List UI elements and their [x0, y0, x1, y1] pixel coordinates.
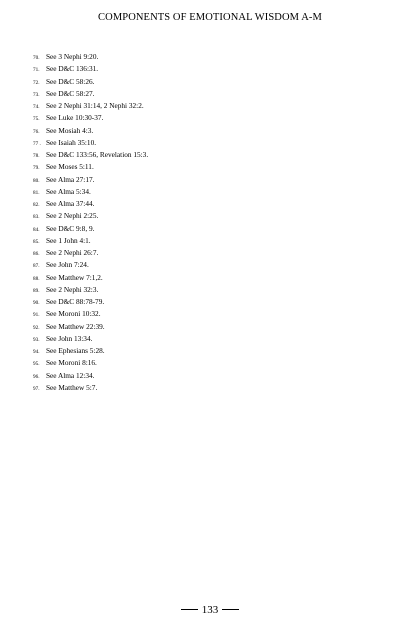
endnote-item [33, 210, 148, 222]
endnote-item [33, 100, 148, 112]
endnote-item [33, 296, 148, 308]
endnote-number: 73. [33, 91, 40, 98]
endnote-citation: See 2 Nephi 31:14, 2 Nephi 32:2. [46, 101, 144, 110]
endnote-number: 77 . [33, 140, 41, 147]
endnote-item [33, 370, 148, 382]
endnote-item [33, 174, 148, 186]
endnote-item [33, 63, 148, 75]
endnote-number: 93. [33, 336, 40, 343]
running-header-title: COMPONENTS OF EMOTIONAL WISDOM A-M [98, 12, 322, 23]
endnote-item [33, 259, 148, 271]
endnote-item [33, 51, 148, 63]
endnote-citation: See Mosiah 4:3. [46, 125, 94, 135]
endnote-item [33, 247, 148, 259]
endnote-number: 86. [33, 251, 40, 257]
endnote-citation: See Alma 37:44. [46, 199, 95, 208]
endnote-citation: See Moroni 8:16. [46, 358, 97, 368]
endnote-citation: See Moroni 10:32. [46, 309, 101, 319]
endnote-item [33, 272, 148, 284]
endnote-citation: See 2 Nephi 2:25. [46, 211, 99, 221]
endnote-number: 85. [33, 238, 40, 245]
endnote-citation: See 2 Nephi 32:3. [46, 284, 99, 294]
endnote-number: 97. [33, 385, 40, 392]
endnote-item [33, 382, 148, 394]
endnote-citation: See 2 Nephi 26:7. [46, 248, 99, 257]
endnote-item [33, 235, 148, 247]
endnote-number: 90. [33, 300, 40, 306]
endnote-item [33, 284, 148, 296]
endnote-item [33, 112, 148, 124]
endnote-number: 81. [33, 189, 40, 196]
endnote-number: 91. [33, 312, 40, 319]
endnote-citation: See Alma 27:17. [46, 174, 95, 184]
footer-dash-right [222, 609, 239, 610]
endnote-citation: See Matthew 5:7. [46, 382, 98, 392]
page-footer [0, 604, 420, 616]
endnote-citation: See D&C 58:27. [46, 88, 95, 98]
endnote-citation: See D&C 133:56, Revelation 15:3. [46, 150, 149, 159]
endnote-item [33, 357, 148, 369]
endnote-citation: See Alma 5:34. [46, 186, 91, 196]
endnote-item [33, 161, 148, 173]
endnote-citation: See Matthew 22:39. [46, 321, 105, 331]
running-header [0, 12, 420, 23]
endnote-number: 72. [33, 79, 40, 86]
endnote-citation: See Isaiah 35:10. [46, 137, 97, 147]
endnote-item [33, 137, 148, 149]
endnote-item [33, 186, 148, 198]
endnote-item [33, 308, 148, 320]
endnote-number: 80. [33, 177, 40, 184]
endnote-citation: See Moses 5:11. [46, 162, 94, 172]
footer-dash-left [181, 609, 198, 610]
endnote-citation: See Ephesians 5:28. [46, 346, 105, 355]
page-number: 133 [201, 604, 219, 616]
endnote-number: 88. [33, 275, 40, 282]
endnote-number: 87. [33, 263, 40, 270]
endnote-number: 76. [33, 128, 40, 135]
endnote-item [33, 149, 148, 161]
endnote-number: 78. [33, 153, 40, 159]
endnote-citation: See Matthew 7:1,2. [46, 272, 103, 282]
endnote-citation: See John 7:24. [46, 260, 89, 270]
endnote-citation: See John 13:34. [46, 333, 93, 343]
endnote-item [33, 345, 148, 357]
endnote-number: 74. [33, 104, 40, 110]
endnote-item [33, 333, 148, 345]
endnote-number: 96. [33, 373, 40, 380]
endnote-number: 95. [33, 361, 40, 368]
endnote-number: 92. [33, 324, 40, 331]
endnote-citation: See D&C 136:31. [46, 64, 99, 74]
endnote-number: 71. [33, 67, 40, 74]
endnote-number: 94. [33, 349, 40, 355]
endnote-citation: See 1 John 4:1. [46, 235, 91, 245]
endnote-item [33, 88, 148, 100]
endnote-item [33, 198, 148, 210]
endnote-item [33, 125, 148, 137]
endnote-number: 70. [33, 55, 40, 61]
endnote-number: 84. [33, 226, 40, 233]
endnote-number: 89. [33, 287, 40, 294]
endnote-citation: See Luke 10:30-37. [46, 113, 104, 123]
endnote-citation: See 3 Nephi 9:20. [46, 52, 99, 61]
endnote-item [33, 321, 148, 333]
endnote-number: 79. [33, 165, 40, 172]
endnote-citation: See D&C 88:78-79. [46, 297, 105, 306]
endnote-number: 83. [33, 214, 40, 221]
endnote-citation: See D&C 58:26. [46, 76, 95, 86]
endnote-item [33, 223, 148, 235]
endnotes-list [33, 51, 148, 394]
endnote-item [33, 76, 148, 88]
endnote-citation: See D&C 9:8, 9. [46, 223, 95, 233]
endnote-number: 82. [33, 202, 40, 208]
endnote-number: 75. [33, 116, 40, 123]
endnote-citation: See Alma 12:34. [46, 370, 95, 380]
